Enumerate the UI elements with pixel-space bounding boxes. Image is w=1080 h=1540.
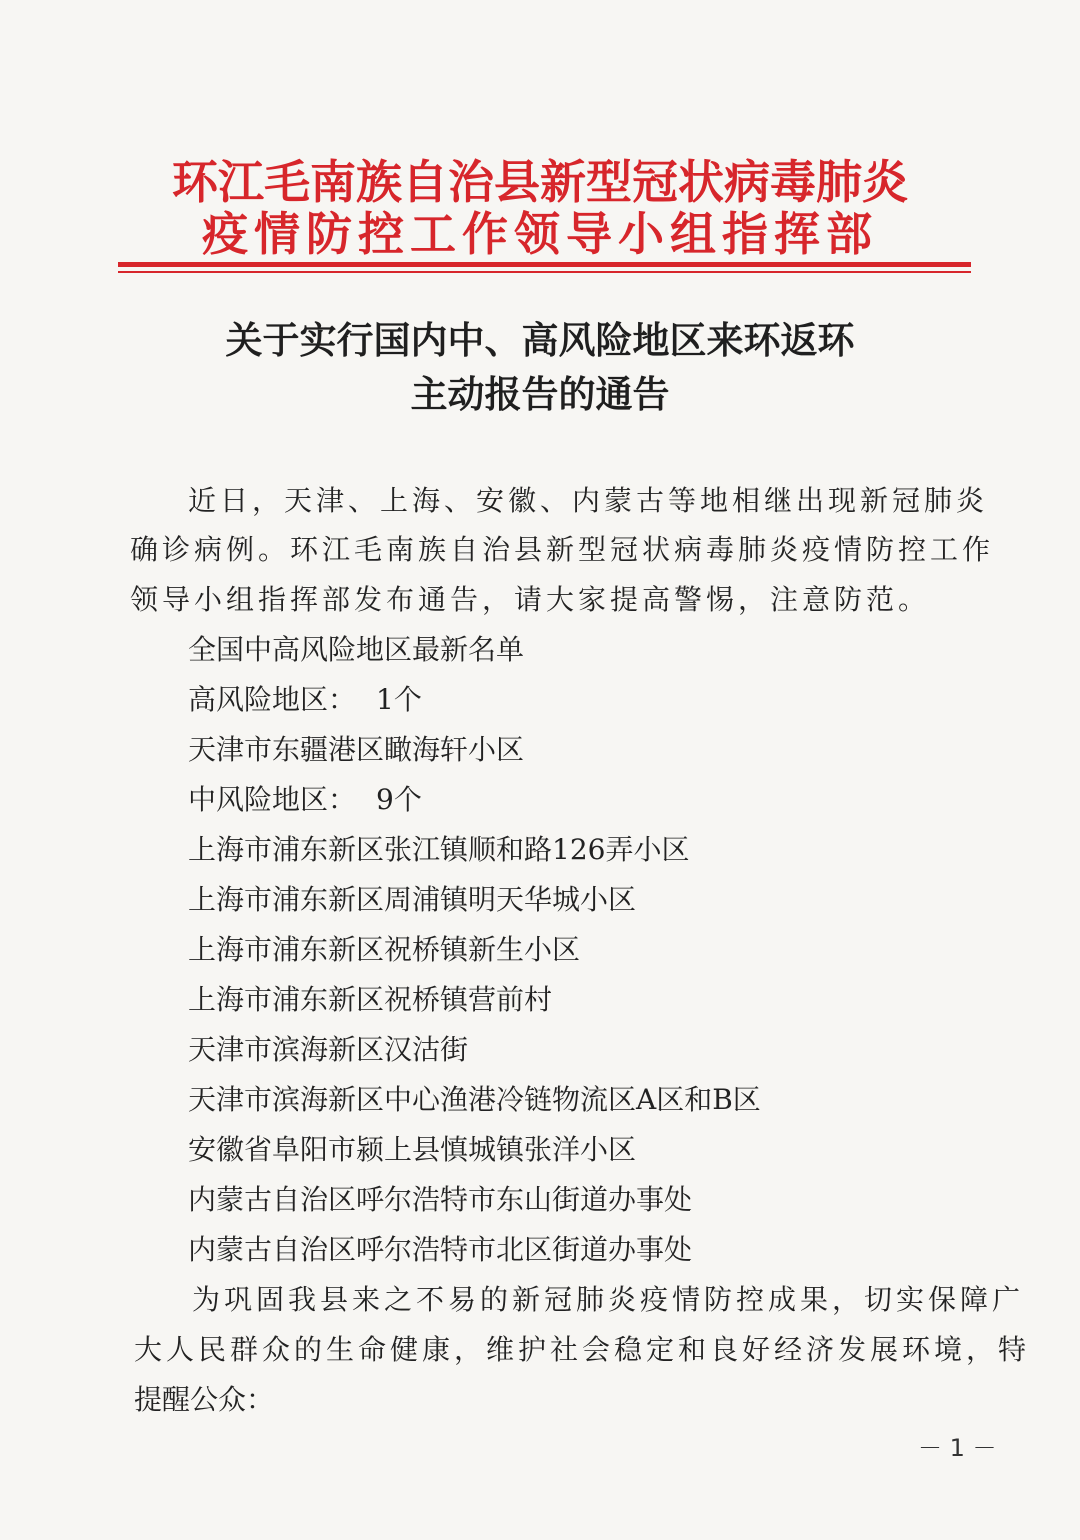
high-risk-area: 天津市东疆港区瞰海轩小区: [188, 733, 525, 766]
issuer-header-line-1: 环江毛南族自治县新型冠状病毒肺炎: [172, 155, 908, 209]
high-risk-heading: [188, 678, 422, 718]
closing-line-2: 大人民群众的生命健康，维护社会稳定和良好经济发展环境，特: [134, 1333, 1031, 1366]
high-risk-count: 1个: [376, 683, 422, 716]
medium-risk-area: 上海市浦东新区周浦镇明天华城小区: [188, 883, 637, 916]
high-risk-label: 高风险地区：: [188, 683, 357, 716]
medium-risk-area: 内蒙古自治区呼尔浩特市北区街道办事处: [188, 1233, 693, 1266]
issuer-header-line-2: 疫情防控工作领导小组指挥部: [202, 207, 878, 261]
notice-title-line-1: 关于实行国内中、高风险地区来环返环: [225, 318, 855, 362]
page-number: － 1 －: [918, 1434, 997, 1462]
red-divider-thick: [118, 262, 971, 267]
closing-line-3: 提醒公众：: [134, 1383, 275, 1416]
medium-risk-area: 安徽省阜阳市颍上县慎城镇张洋小区: [188, 1133, 637, 1166]
intro-line-2: 确诊病例。环江毛南族自治县新型冠状病毒肺炎疫情防控工作: [130, 533, 995, 566]
medium-risk-area: 内蒙古自治区呼尔浩特市东山街道办事处: [188, 1183, 693, 1216]
closing-line-1: 为巩固我县来之不易的新冠肺炎疫情防控成果，切实保障广: [192, 1283, 1025, 1316]
list-heading: 全国中高风险地区最新名单: [188, 633, 525, 666]
medium-risk-area: 上海市浦东新区祝桥镇营前村: [188, 983, 553, 1016]
medium-risk-area: 上海市浦东新区张江镇顺和路126弄小区: [188, 833, 690, 866]
intro-line-1: 近日，天津、上海、安徽、内蒙古等地相继出现新冠肺炎: [188, 484, 989, 517]
medium-risk-area: 上海市浦东新区祝桥镇新生小区: [188, 933, 581, 966]
medium-risk-heading: [188, 778, 422, 818]
medium-risk-count: 9个: [376, 783, 422, 816]
notice-title-line-2: 主动报告的通告: [410, 372, 670, 416]
medium-risk-area: 天津市滨海新区中心渔港冷链物流区A区和B区: [188, 1083, 761, 1116]
intro-line-3: 领导小组指挥部发布通告，请大家提高警惕，注意防范。: [130, 583, 931, 616]
red-divider-thin: [118, 271, 971, 273]
medium-risk-label: 中风险地区：: [188, 783, 357, 816]
medium-risk-area: 天津市滨海新区汉沽街: [188, 1033, 469, 1066]
